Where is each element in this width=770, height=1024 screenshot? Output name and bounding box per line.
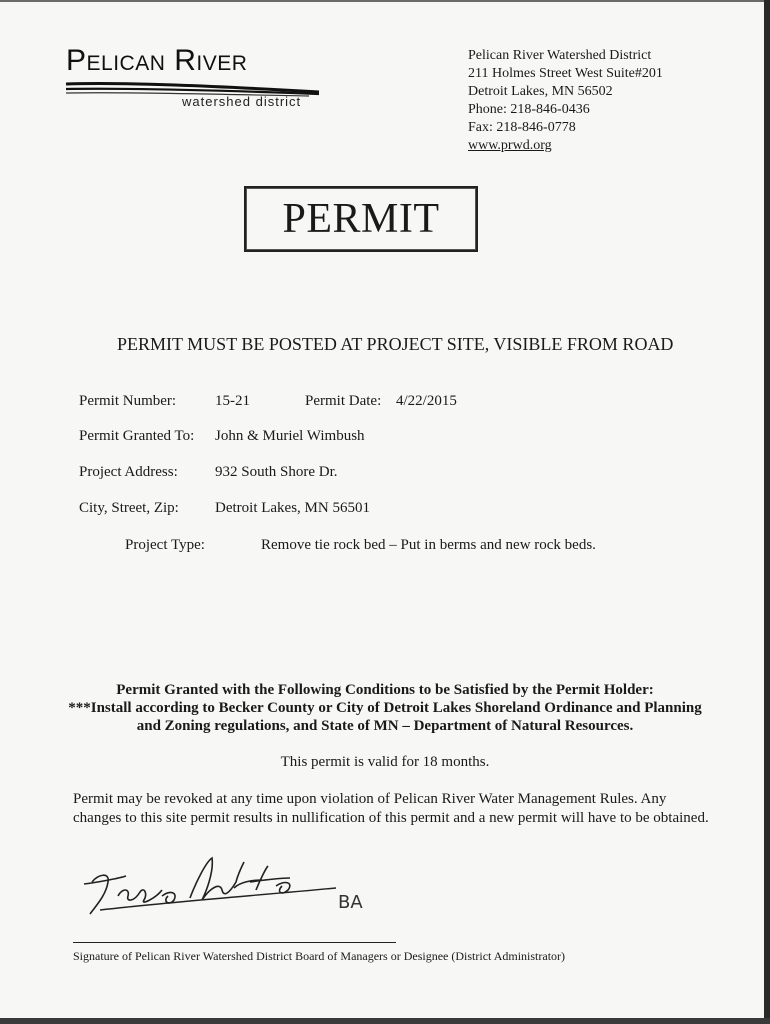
permit-number-label: Permit Number: — [79, 393, 177, 409]
address-line: Pelican River Watershed District — [468, 48, 652, 63]
conditions-heading: Permit Granted with the Following Conditions to be Satisfied by the Permit Holder: — [116, 682, 654, 698]
project-type-label: Project Type: — [125, 537, 205, 553]
project-address-label: Project Address: — [79, 464, 178, 480]
permit-date-value: 4/22/2015 — [396, 393, 457, 409]
website-link[interactable]: www.prwd.org — [468, 138, 552, 153]
project-address-value: 932 South Shore Dr. — [215, 464, 338, 480]
permit-title: PERMIT — [282, 196, 440, 242]
conditions-line-2: and Zoning regulations, and State of MN – Department of Natural Resources. — [136, 718, 634, 734]
logo-title: Pelican River — [66, 44, 248, 77]
conditions-line-1: ***Install according to Becker County or City of Detroit Lakes Shoreland Ordinance and Planning — [68, 700, 702, 716]
handwritten-signature — [70, 852, 340, 922]
signature-line — [73, 942, 396, 943]
validity-statement: This permit is valid for 18 months. — [280, 754, 490, 770]
project-type-value: Remove tie rock bed – Put in berms and new rock beds. — [261, 537, 596, 553]
signature-caption: Signature of Pelican River Watershed District Board of Managers or Designee (District Administrator) — [73, 949, 566, 963]
scan-edge-right — [764, 0, 770, 1024]
granted-to-label: Permit Granted To: — [79, 428, 195, 444]
logo-subtitle: watershed district — [182, 94, 302, 109]
permit-title-box — [244, 186, 478, 252]
city-value: Detroit Lakes, MN 56501 — [215, 500, 370, 516]
address-line: Detroit Lakes, MN 56502 — [468, 84, 613, 99]
posting-notice: PERMIT MUST BE POSTED AT PROJECT SITE, VISIBLE FROM ROAD — [117, 334, 674, 354]
phone-line: Phone: 218-846-0436 — [468, 102, 590, 117]
granted-to-value: John & Muriel Wimbush — [215, 428, 365, 444]
district-logo — [64, 40, 334, 120]
signer-initials: BA — [338, 892, 363, 913]
district-address — [468, 47, 663, 155]
permit-date-label: Permit Date: — [305, 393, 382, 409]
scan-edge-bottom — [0, 1018, 770, 1024]
scan-edge-top — [0, 0, 770, 2]
address-line: 211 Holmes Street West Suite#201 — [468, 66, 663, 81]
revocation-notice: Permit may be revoked at any time upon violation of Pelican River Water Management Rules. Any changes to this site permit results in nullification of this permit and a new permit will have to be obtained. — [73, 791, 709, 826]
permit-number-value: 15-21 — [215, 393, 250, 409]
city-label: City, Street, Zip: — [79, 500, 179, 516]
fax-line: Fax: 218-846-0778 — [468, 120, 576, 135]
